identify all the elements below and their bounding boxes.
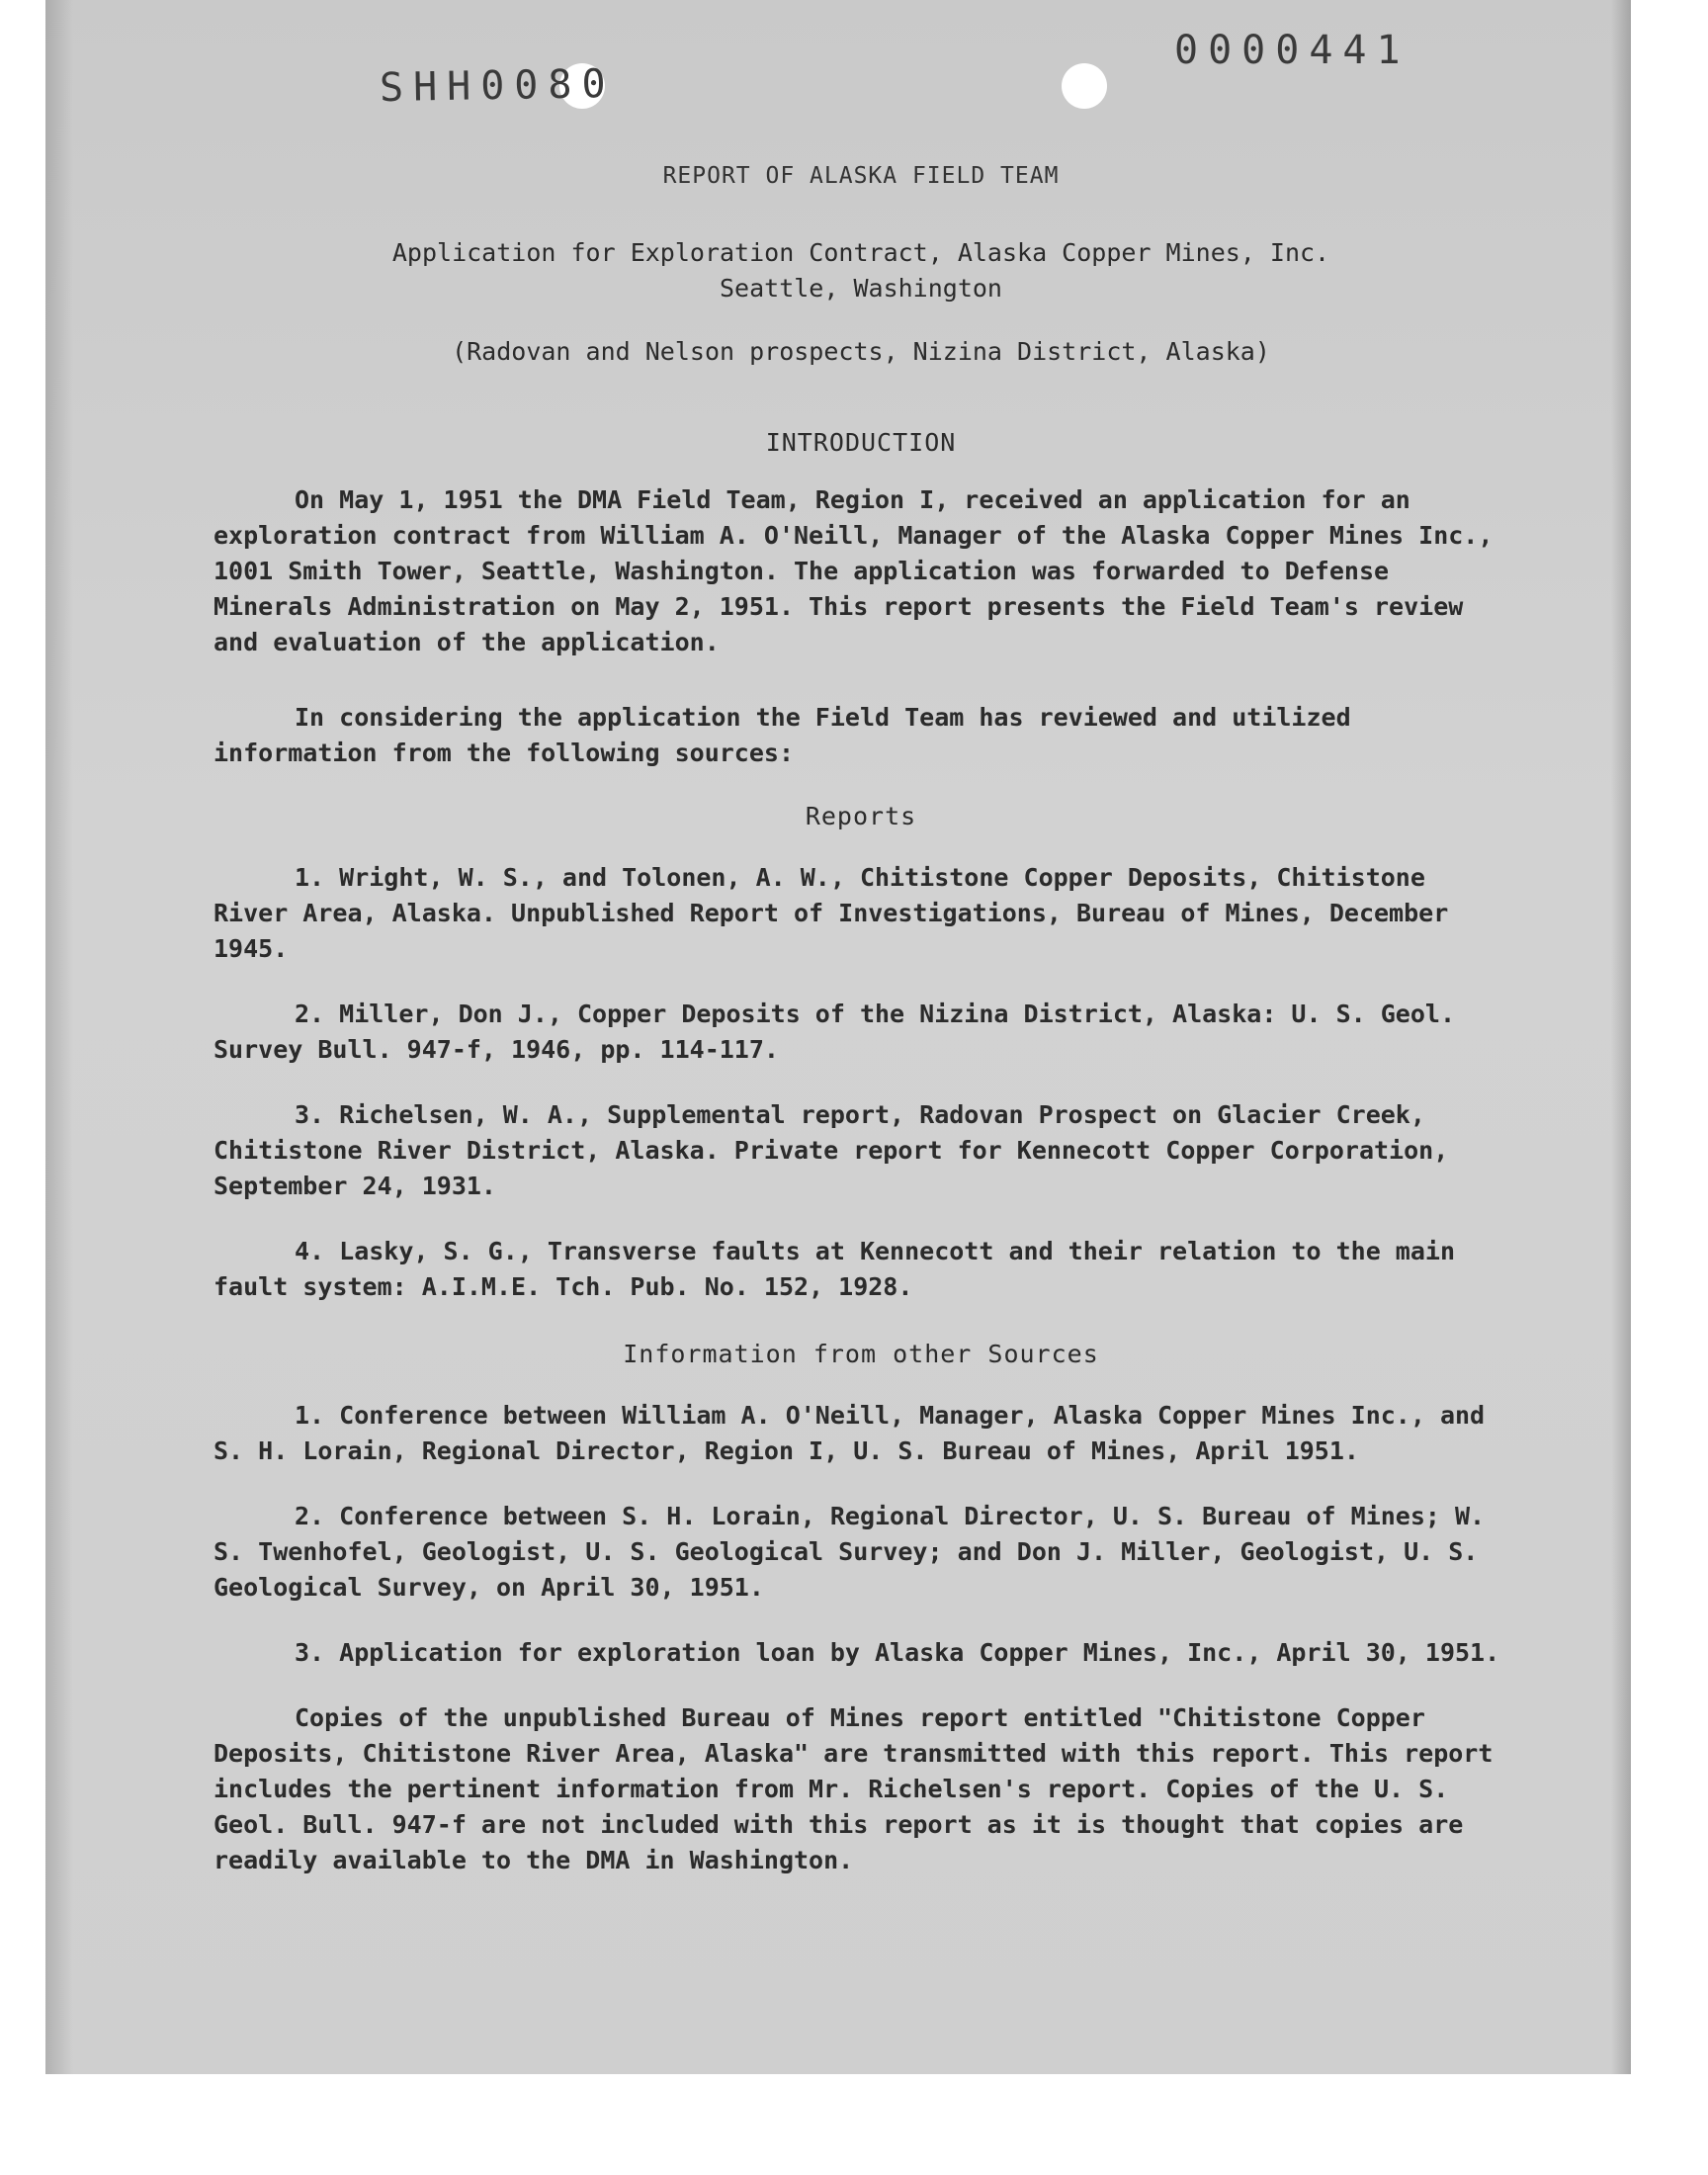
report-subtitle-line3: (Radovan and Nelson prospects, Nizina District, Alaska) — [452, 337, 1270, 366]
report-item: 4. Lasky, S. G., Transverse faults at Kennecott and their relation to the main fault system: A.I.M.E. Tch. Pub. No. 152, 1928. — [214, 1237, 1455, 1301]
stamp-number-right: 0000441 — [1174, 28, 1410, 73]
reports-heading: Reports — [805, 802, 917, 830]
report-item: 1. Wright, W. S., and Tolonen, A. W., Chitistone Copper Deposits, Chitistone River Area, Alaska. Unpublished Report of Investigations, Bureau of Mines, December 1945. — [214, 863, 1449, 963]
report-subtitle-line1: Application for Exploration Contract, Alaska Copper Mines, Inc. — [391, 238, 1330, 267]
source-item: 3. Application for exploration loan by Alaska Copper Mines, Inc., April 30, 1951. — [295, 1638, 1500, 1667]
source-item: 2. Conference between S. H. Lorain, Regional Director, U. S. Bureau of Mines; W. S. Twenhofel, Geologist, U. S. Geological Survey; and Don J. Miller, Geologist, U. S. Geological Survey, on April 30, 1951. — [214, 1502, 1486, 1602]
report-item: 2. Miller, Don J., Copper Deposits of the Nizina District, Alaska: U. S. Geol. Survey Bull. 947-f, 1946, pp. 114-117. — [214, 1000, 1455, 1064]
source-item: 1. Conference between William A. O'Neill, Manager, Alaska Copper Mines Inc., and S. H. Lorain, Regional Director, Region I, U. S. Bureau of Mines, April 1951. — [214, 1401, 1486, 1465]
report-subtitle-line2: Seattle, Washington — [720, 274, 1002, 303]
introduction-paragraph: On May 1, 1951 the DMA Field Team, Region I, received an application for an exploration contract from William A. O'Neill, Manager of the Alaska Copper Mines Inc., 1001 Smith Tower, Seattle, Washington. The application was forwarded to Defense Minerals Administration on May 2, 1951. This report presents the Field Team's review and evaluation of the application. — [214, 485, 1494, 656]
document-body — [214, 158, 1508, 1906]
punch-hole-right — [1062, 63, 1107, 109]
stamp-number-left: SHH0080 — [379, 60, 616, 112]
report-item: 3. Richelsen, W. A., Supplemental report, Radovan Prospect on Glacier Creek, Chitistone River District, Alaska. Private report for Kennecott Copper Corporation, September 24, 1931. — [214, 1100, 1449, 1200]
introduction-heading: INTRODUCTION — [765, 428, 957, 457]
sources-intro-paragraph: In considering the application the Field Team has reviewed and utilized information from the following sources: — [214, 703, 1351, 767]
closing-paragraph: Copies of the unpublished Bureau of Mines report entitled "Chitistone Copper Deposits, Chitistone River Area, Alaska" are transmitted with this report. This report includes the pertinent information from Mr. Richelsen's report. Copies of the U. S. Geol. Bull. 947-f are not included with this report as it is thought that copies are readily available to the DMA in Washington. — [214, 1703, 1494, 1874]
document-page — [45, 0, 1631, 2074]
report-title: REPORT OF ALASKA FIELD TEAM — [662, 163, 1060, 189]
other-sources-heading: Information from other Sources — [623, 1340, 1099, 1368]
